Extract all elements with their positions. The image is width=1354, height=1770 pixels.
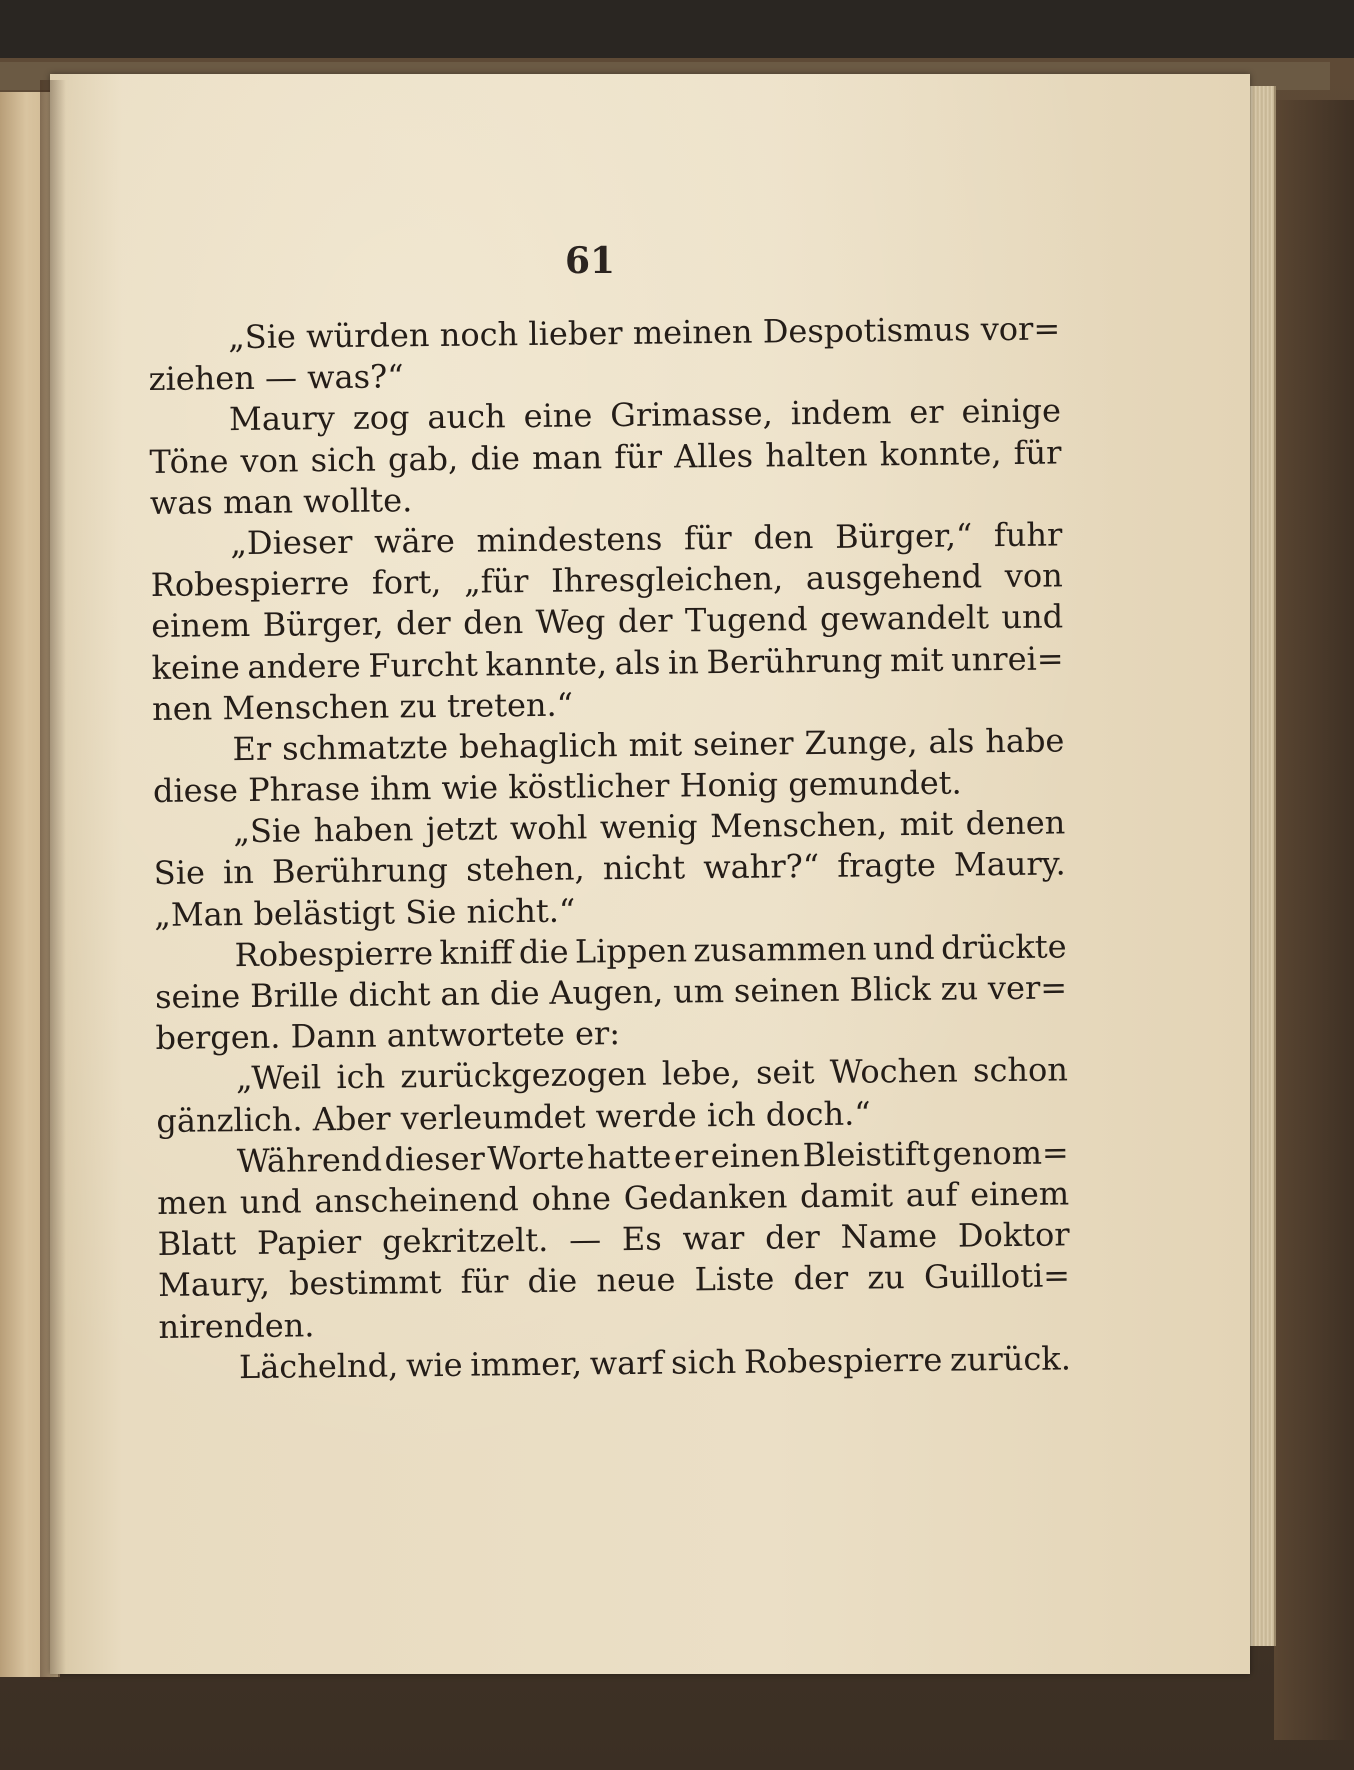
text-line: nirenden. <box>158 1305 315 1346</box>
text-line: „Dieser wäre mindestens für den Bürger,“ fuhr <box>230 515 1063 563</box>
text-line: Blatt Papier gekritzelt. — Es war der Name Doktor <box>157 1215 1070 1264</box>
text-line: Robespierre kniff die Lippen zusammen und drückte <box>234 927 1067 974</box>
text-line: Lächelnd, wie immer, warf sich Robespierre zurück. <box>238 1339 1072 1386</box>
text-line: Sie in Berührung stehen, nicht wahr?“ fragte Maury. <box>153 844 1066 893</box>
text-line: Maury, bestimmt für die neue Liste der zu Guilloti= <box>157 1256 1071 1305</box>
text-line: einem Bürger, der den Weg der Tugend gewandelt und <box>151 597 1064 646</box>
text-line: ziehen — was?“ <box>148 357 404 399</box>
page-number: 61 <box>565 240 616 282</box>
text-line: men und anscheinend ohne Gedanken damit auf einem <box>157 1174 1070 1222</box>
text-line: Maury zog auch eine Grimasse, indem er einige <box>228 391 1062 439</box>
text-line: „Weil ich zurückgezogen lebe, seit Wochen schon <box>235 1050 1069 1098</box>
text-line: keine andere Furcht kannte, als in Berührung mit unrei= <box>151 638 1064 687</box>
text-line: Er schmatzte behaglich mit seiner Zunge, als habe <box>232 721 1065 769</box>
text-line: diese Phrase ihm wie köstlicher Honig gemundet. <box>152 763 962 811</box>
text-line: gänzlich. Aber verleumdet werde ich doch.“ <box>156 1094 871 1140</box>
text-line: „Sie haben jetzt wohl wenig Menschen, mit denen <box>233 803 1066 851</box>
cover-right-edge <box>1274 100 1354 1740</box>
text-line: was man wollte. <box>149 480 413 522</box>
text-line: Töne von sich gab, die man für Alles halten konnte, für <box>149 433 1062 481</box>
body-text <box>148 308 1071 1388</box>
text-line: Während dieser Worte hatte er einen Bleistift genom= <box>236 1133 1069 1180</box>
text-line: seine Brille dicht an die Augen, um seinen Blick zu ver= <box>154 968 1068 1016</box>
text-line: Robespierre fort, „für Ihresgleichen, ausgehend von <box>150 556 1063 605</box>
spine-shadow <box>40 80 66 1680</box>
text-line: nen Menschen zu treten.“ <box>151 685 574 728</box>
text-line: „Sie würden noch lieber meinen Despotismus vor= <box>228 309 1061 357</box>
text-line: „Man belästigt Sie nicht.“ <box>154 891 576 934</box>
text-line: bergen. Dann antwortete er: <box>155 1014 621 1058</box>
